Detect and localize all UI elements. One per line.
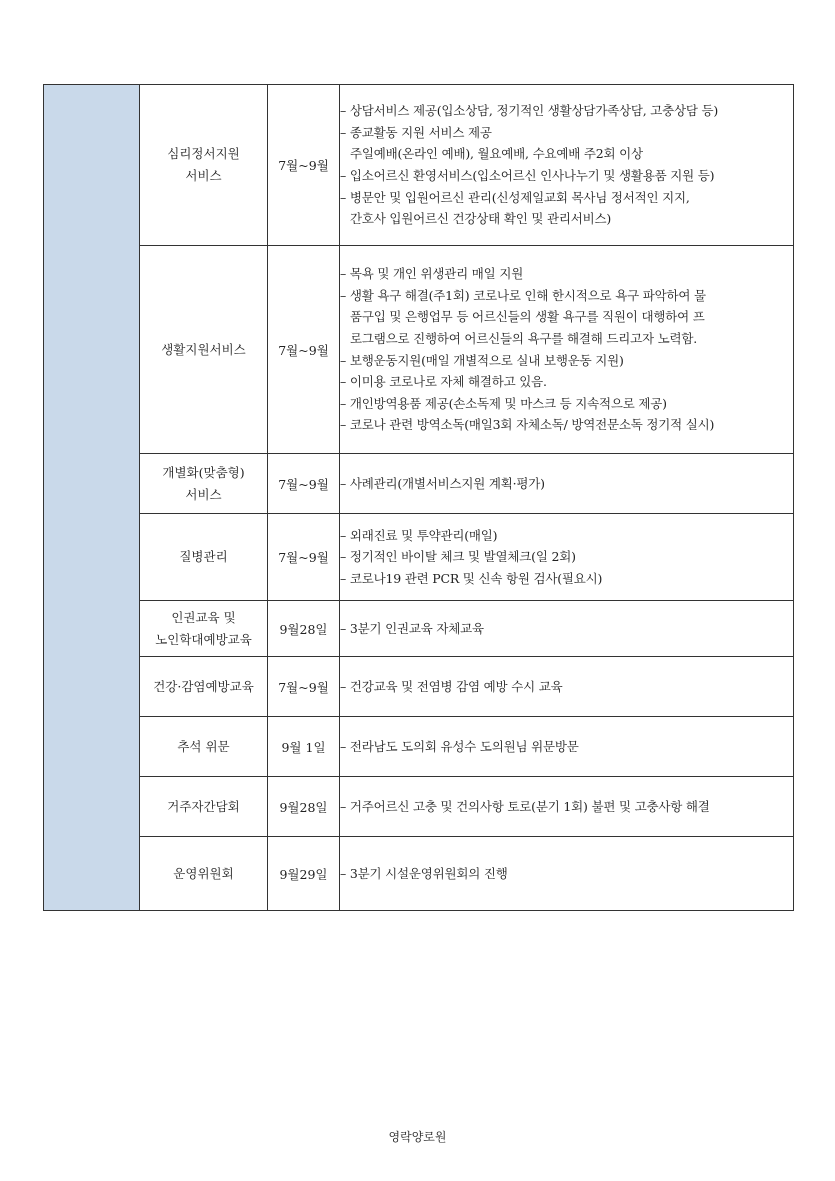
- detail-line: – 목욕 및 개인 위생관리 매일 지원: [340, 266, 524, 282]
- detail-line: – 전라남도 도의회 유성수 도의원님 위문방문: [340, 738, 579, 754]
- detail-line: – 입소어르신 환영서비스(입소어르신 인사나누기 및 생활용품 지원 등): [340, 168, 715, 183]
- program-name: 운영위원회: [173, 865, 234, 881]
- detail-line: – 건강교육 및 전염병 감염 예방 수시 교육: [340, 678, 563, 694]
- program-name: 생활지원서비스: [161, 341, 246, 357]
- detail-line: – 3분기 인권교육 자체교육: [340, 620, 484, 636]
- program-name: 건강·감염예방교육: [153, 678, 254, 694]
- program-details-cell: [340, 657, 794, 717]
- detail-line: – 생활 욕구 해결(주1회) 코로나로 인해 한시적으로 욕구 파악하여 물: [340, 287, 706, 303]
- detail-line: – 보행운동지원(매일 개별적으로 실내 보행운동 지원): [340, 352, 624, 368]
- table-row: [44, 837, 794, 911]
- category-column: [44, 85, 140, 911]
- table-row: [44, 454, 794, 514]
- program-details-cell: [340, 514, 794, 601]
- program-date: 9월28일: [268, 777, 340, 837]
- detail-line: 주일예배(온라인 예배), 월요예배, 수요예배 주2회 이상: [350, 146, 643, 162]
- detail-line: – 이미용 코로나로 자체 해결하고 있음.: [340, 374, 547, 390]
- program-details-cell: [340, 85, 794, 246]
- program-name-cell: [140, 454, 268, 514]
- table-row: [44, 514, 794, 601]
- program-name: 노인학대예방교육: [155, 631, 252, 647]
- detail-line: – 정기적인 바이탈 체크 및 발열체크(일 2회): [340, 549, 576, 565]
- program-name-cell: [140, 85, 268, 246]
- program-name: 인권교육 및: [171, 609, 236, 625]
- table-row: [44, 717, 794, 777]
- program-date: 7월~9월: [268, 246, 340, 454]
- program-date: 7월~9월: [268, 657, 340, 717]
- activity-table-body: [44, 85, 794, 911]
- program-details-cell: [340, 246, 794, 454]
- program-date: 9월 1일: [268, 717, 340, 777]
- detail-line: – 거주어르신 고충 및 건의사항 토로(분기 1회) 불편 및 고충사항 해결: [340, 798, 710, 814]
- activity-table: [43, 84, 794, 911]
- table-row: [44, 601, 794, 657]
- program-name-cell: [140, 514, 268, 601]
- detail-line: – 종교활동 지원 서비스 제공: [340, 124, 492, 140]
- table-row: [44, 657, 794, 717]
- program-name: 개별화(맞춤형): [162, 464, 245, 480]
- detail-line: – 코로나19 관련 PCR 및 신속 항원 검사(필요시): [340, 570, 603, 586]
- detail-line: – 3분기 시설운영위원회의 진행: [340, 865, 508, 881]
- program-name-cell: [140, 601, 268, 657]
- program-name: 서비스: [185, 486, 222, 502]
- program-name: 추석 위문: [177, 738, 230, 754]
- detail-line: – 코로나 관련 방역소독(매일3회 자체소독/ 방역전문소독 정기적 실시): [340, 417, 715, 433]
- detail-line: 품구입 및 은행업무 등 어르신들의 생활 욕구를 직원이 대행하여 프: [350, 309, 705, 325]
- program-name: 거주자간담회: [167, 798, 240, 814]
- program-details-cell: [340, 837, 794, 911]
- program-name-cell: [140, 837, 268, 911]
- program-details-cell: [340, 454, 794, 514]
- program-date: 7월~9월: [268, 514, 340, 601]
- page-footer: 영락양로원: [388, 1130, 447, 1144]
- program-date: 7월~9월: [268, 454, 340, 514]
- detail-line: – 개인방역용품 제공(손소독제 및 마스크 등 지속적으로 제공): [340, 395, 667, 411]
- detail-line: – 사례관리(개별서비스지원 계획·평가): [340, 475, 545, 491]
- table-row: [44, 777, 794, 837]
- program-details-cell: [340, 601, 794, 657]
- program-date: 9월29일: [268, 837, 340, 911]
- program-name: 질병관리: [179, 549, 228, 564]
- program-details-cell: [340, 777, 794, 837]
- table-row: [44, 246, 794, 454]
- detail-line: – 상담서비스 제공(입소상담, 정기적인 생활상담가족상담, 고충상담 등): [340, 103, 719, 119]
- program-name: 서비스: [185, 168, 222, 183]
- detail-line: 로그램으로 진행하여 어르신들의 욕구를 해결해 드리고자 노력함.: [350, 330, 698, 346]
- program-name-cell: [140, 777, 268, 837]
- program-name-cell: [140, 717, 268, 777]
- program-name: 심리정서지원: [167, 146, 240, 161]
- detail-line: – 외래진료 및 투약관리(매일): [340, 527, 498, 543]
- detail-line: – 병문안 및 입원어르신 관리(신성제일교회 목사님 정서적인 지지,: [340, 189, 690, 205]
- program-date: 7월~9월: [268, 85, 340, 246]
- program-name-cell: [140, 246, 268, 454]
- table-row: [44, 85, 794, 246]
- detail-line: 간호사 입원어르신 건강상태 확인 및 관리서비스): [350, 211, 612, 227]
- program-name-cell: [140, 657, 268, 717]
- program-details-cell: [340, 717, 794, 777]
- program-date: 9월28일: [268, 601, 340, 657]
